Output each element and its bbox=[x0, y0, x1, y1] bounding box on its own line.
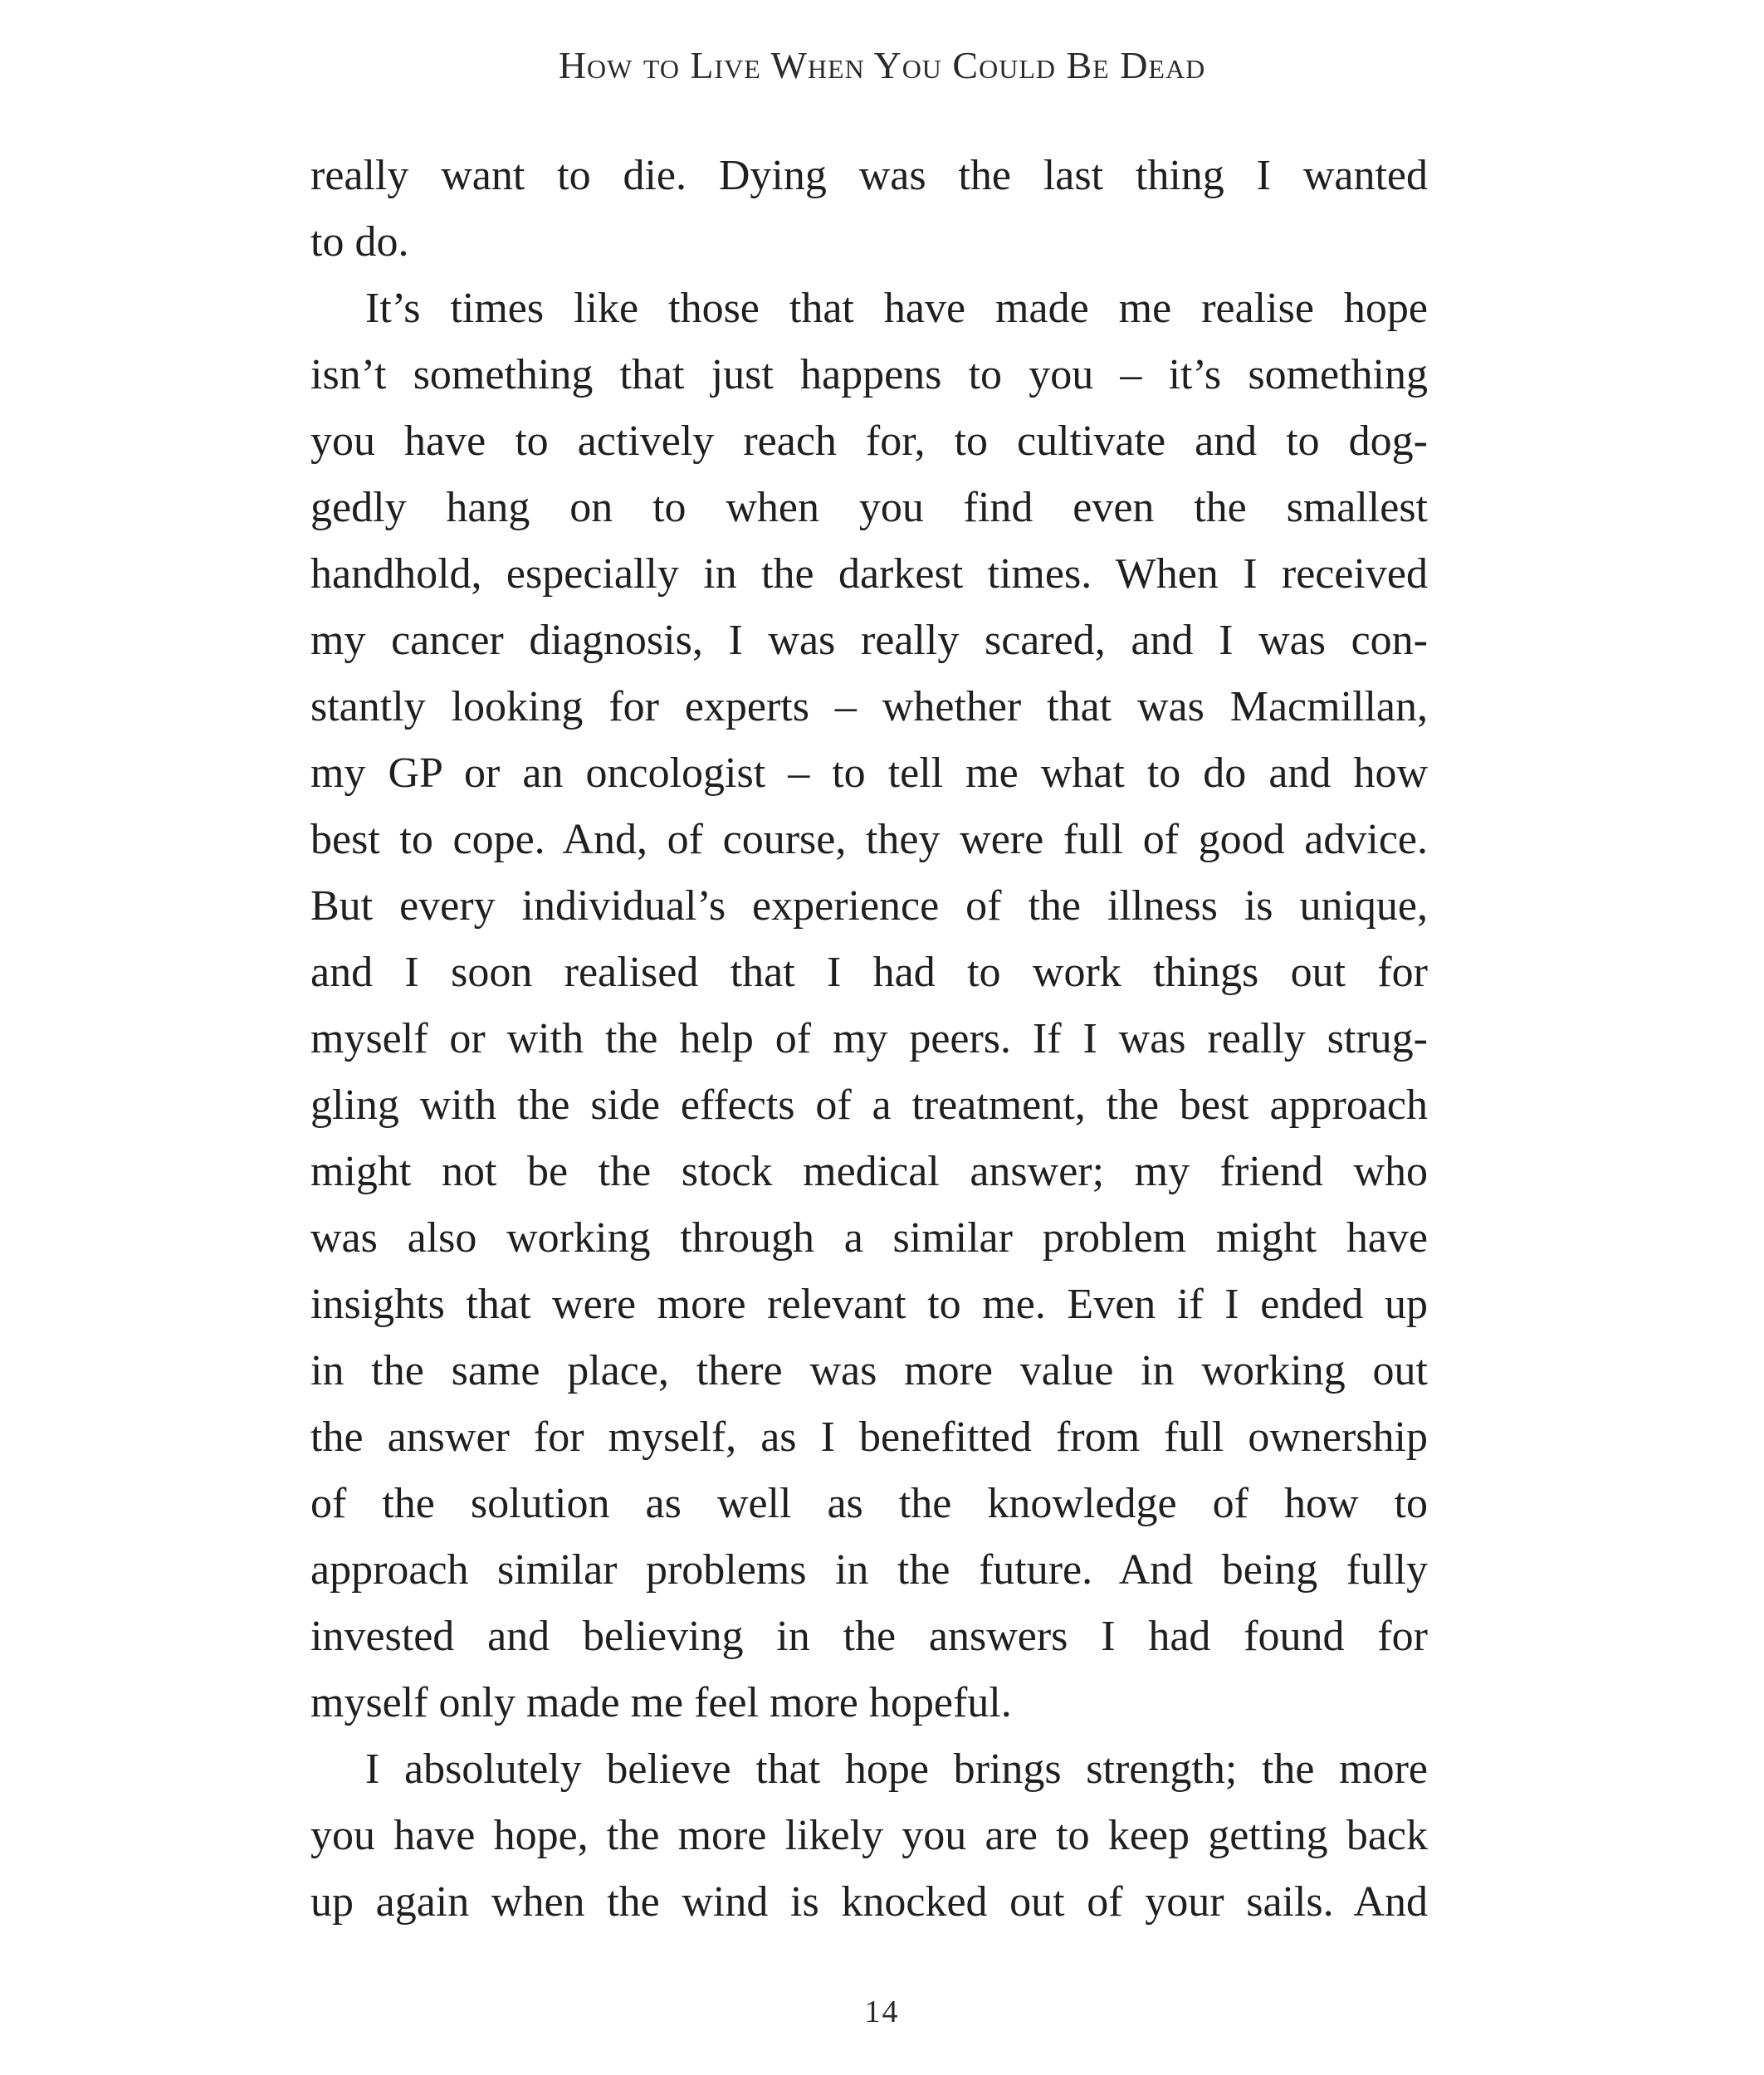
text-line: of the solution as well as the knowledge of how to bbox=[310, 1480, 1428, 1527]
text-line: It’s times like those that have made me realise hope bbox=[365, 285, 1428, 332]
body-text bbox=[310, 143, 1428, 1936]
text-line: was also working through a similar problem might have bbox=[310, 1214, 1428, 1262]
text-line: gling with the side effects of a treatment, the best approach bbox=[310, 1081, 1428, 1129]
text-line: myself or with the help of my peers. If I was really strug- bbox=[310, 1015, 1428, 1062]
text-line: my cancer diagnosis, I was really scared, and I was con- bbox=[310, 617, 1428, 664]
running-head: How to Live When You Could Be Dead bbox=[558, 44, 1206, 86]
text-line: gedly hang on to when you find even the smallest bbox=[310, 484, 1428, 531]
page-number: 14 bbox=[864, 1994, 900, 2029]
text-line: you have to actively reach for, to cultivate and to dog- bbox=[310, 417, 1428, 465]
text-line: really want to die. Dying was the last thing I wanted bbox=[310, 152, 1428, 199]
text-line: stantly looking for experts – whether that was Macmillan, bbox=[310, 683, 1428, 730]
text-line: in the same place, there was more value in working out bbox=[310, 1347, 1428, 1394]
text-line: I absolutely believe that hope brings strength; the more bbox=[365, 1745, 1428, 1793]
text-line: best to cope. And, of course, they were full of good advice. bbox=[310, 816, 1428, 863]
text-line: handhold, especially in the darkest times. When I received bbox=[310, 550, 1428, 598]
paragraph bbox=[310, 143, 1428, 276]
text-line: invested and believing in the answers I had found for bbox=[310, 1613, 1428, 1660]
text-line: to do. bbox=[310, 218, 409, 266]
text-line: my GP or an oncologist – to tell me what to do and how bbox=[310, 749, 1428, 797]
text-line: and I soon realised that I had to work things out for bbox=[310, 949, 1428, 996]
text-line: isn’t something that just happens to you – it’s something bbox=[310, 351, 1428, 398]
paragraph bbox=[310, 276, 1428, 1736]
text-line: insights that were more relevant to me. Even if I ended up bbox=[310, 1281, 1428, 1328]
text-line: up again when the wind is knocked out of your sails. And bbox=[310, 1878, 1428, 1926]
text-line: the answer for myself, as I benefitted from full ownership bbox=[310, 1413, 1428, 1461]
text-line: But every individual’s experience of the illness is unique, bbox=[310, 882, 1428, 930]
text-line: you have hope, the more likely you are to keep getting back bbox=[310, 1812, 1428, 1859]
paragraph bbox=[310, 1736, 1428, 1936]
text-line: approach similar problems in the future. And being fully bbox=[310, 1546, 1428, 1594]
text-line: myself only made me feel more hopeful. bbox=[310, 1679, 1012, 1726]
text-line: might not be the stock medical answer; my friend who bbox=[310, 1148, 1428, 1195]
